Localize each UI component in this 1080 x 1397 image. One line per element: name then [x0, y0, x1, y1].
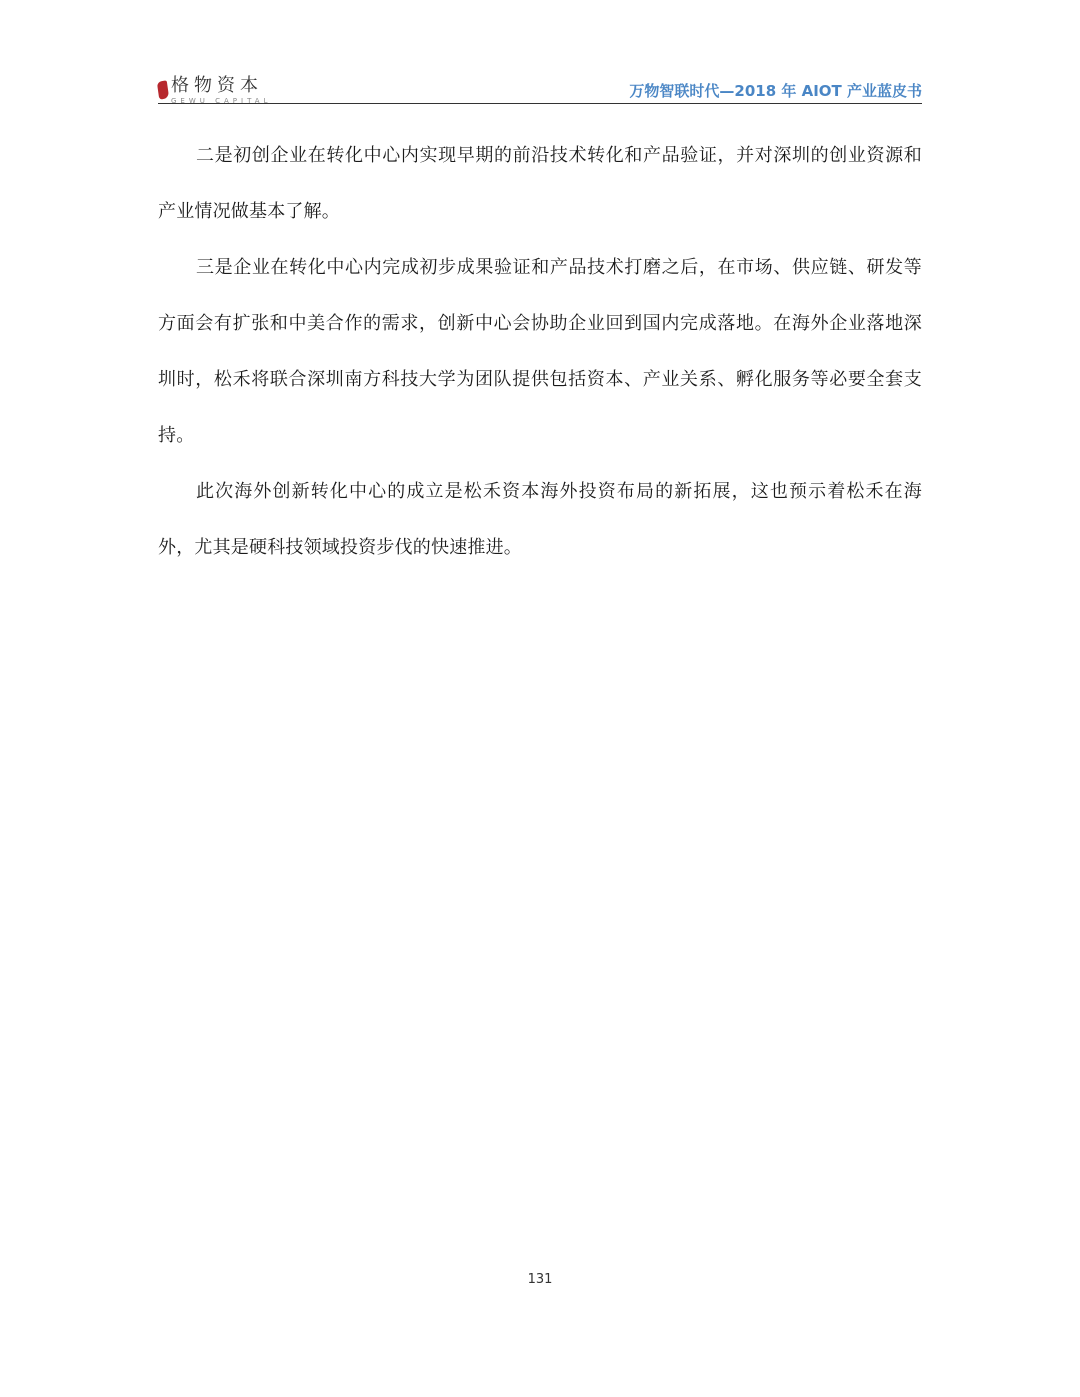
company-logo [158, 76, 272, 104]
logo-seal-icon [157, 80, 169, 99]
logo-english-name: GEWU CAPITAL [171, 97, 272, 105]
body-paragraph: 二是初创企业在转化中心内实现早期的前沿技术转化和产品验证，并对深圳的创业资源和产业情况做基本了解。 [158, 145, 922, 222]
body-paragraph: 三是企业在转化中心内完成初步成果验证和产品技术打磨之后，在市场、供应链、研发等方面会有扩张和中美合作的需求，创新中心会协助企业回到国内完成落地。在海外企业落地深圳时，松禾将联合深圳南方科技大学为团队提供包括资本、产业关系、孵化服务等必要全套支持。 [158, 257, 922, 446]
header-divider [158, 103, 922, 104]
document-title: 万物智联时代—2018 年 AIOT 产业蓝皮书 [629, 82, 922, 100]
page-body [158, 128, 922, 576]
logo-chinese-name: 格物资本 [171, 75, 263, 96]
body-paragraph: 此次海外创新转化中心的成立是松禾资本海外投资布局的新拓展，这也预示着松禾在海外，尤其是硬科技领域投资步伐的快速推进。 [158, 481, 922, 558]
logo-text [171, 76, 272, 105]
page-number: 131 [527, 1272, 553, 1287]
page-header [158, 72, 922, 104]
